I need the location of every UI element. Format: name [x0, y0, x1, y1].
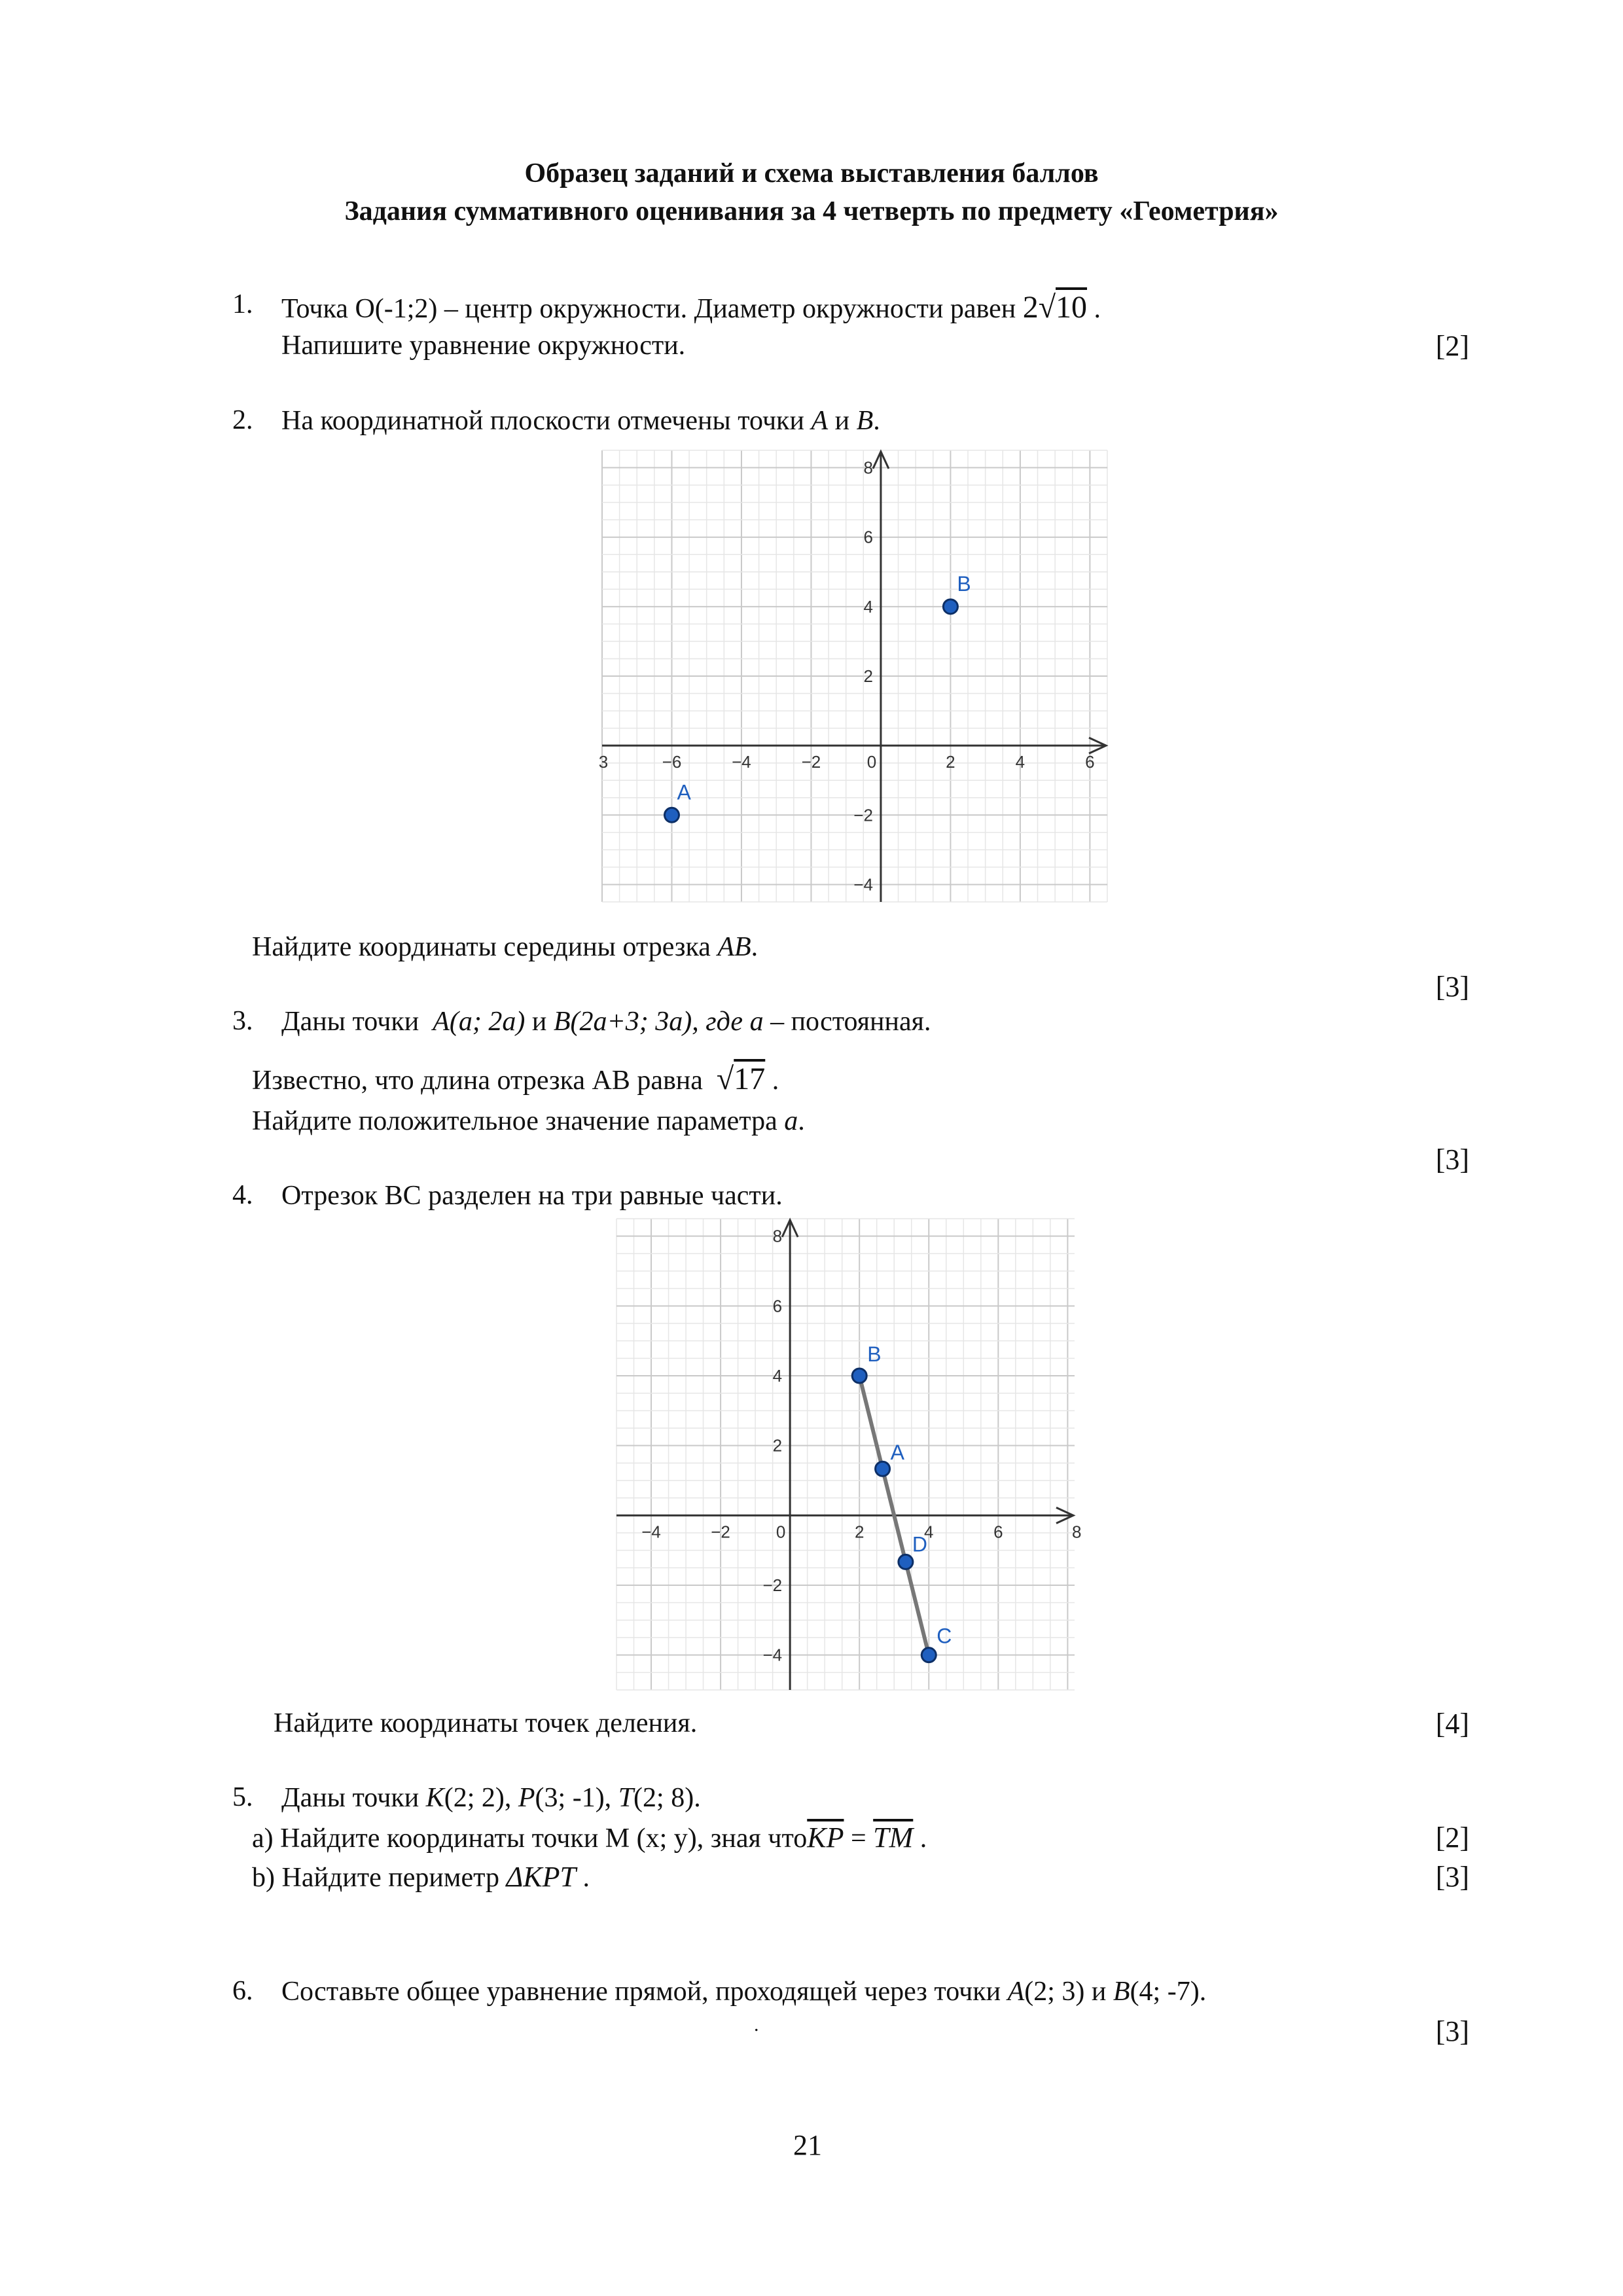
- chart-1-edge-tick: 3: [598, 752, 609, 772]
- q1-diameter: 2√10: [1022, 290, 1088, 325]
- chart-1: [598, 450, 1107, 902]
- q4-line1: Отрезок BC разделен на три равные части.: [281, 1181, 783, 1211]
- doc-subtitle: Задания суммативного оценивания за 4 четверть по предмету «Геометрия»: [344, 196, 1279, 226]
- chart-2: [616, 1219, 1082, 1690]
- chart-2-x-tick-4: 4: [924, 1522, 934, 1542]
- chart-1-y-tick-2: 4: [863, 596, 873, 617]
- chart-1-label-A: A: [677, 780, 691, 804]
- chart-2-y-tick-0: 8: [772, 1226, 783, 1246]
- doc-title: Образец заданий и схема выставления баллов: [524, 158, 1099, 188]
- q1-number: 1.: [232, 289, 253, 319]
- chart-1-grid: [602, 450, 1107, 902]
- q3-length: √17: [716, 1062, 766, 1096]
- q5-mark-a: [2]: [1435, 1821, 1469, 1854]
- chart-1-y-tick-3: 2: [863, 666, 873, 686]
- q2-number: 2.: [232, 405, 253, 435]
- chart-2-y-tick-3: 2: [772, 1435, 783, 1456]
- q5-number: 5.: [232, 1782, 253, 1812]
- q2-find: Найдите координаты середины отрезка AB.: [252, 932, 758, 962]
- chart-1-label-B: B: [957, 571, 971, 596]
- chart-2-point-D: [899, 1554, 913, 1569]
- chart-1-x-tick-1: −4: [732, 752, 751, 772]
- page-number: 21: [793, 2129, 822, 2161]
- q6-line1: Составьте общее уравнение прямой, проходящей через точки A(2; 3) и B(4; -7).: [281, 1977, 1207, 2007]
- chart-2-point-C: [921, 1648, 936, 1662]
- q2-mark: [3]: [1435, 971, 1469, 1003]
- chart-2-point-A: [876, 1462, 890, 1476]
- chart-1-y-tick-5: −4: [853, 874, 873, 895]
- q1-line2: Напишите уравнение окружности.: [281, 331, 686, 361]
- q6-dot: .: [754, 2014, 759, 2036]
- chart-2-x-tick-2: 0: [776, 1522, 786, 1542]
- chart-2-edge-tick: 8: [1072, 1522, 1082, 1542]
- chart-2-label-A: A: [890, 1441, 904, 1465]
- q5-part-b: b) Найдите периметр ΔKPT .: [252, 1861, 590, 1893]
- q5-line1: Даны точки K(2; 2), P(3; -1), T(2; 8).: [281, 1783, 701, 1813]
- chart-2-point-B: [852, 1369, 866, 1383]
- chart-1-x-tick-6: 6: [1085, 752, 1095, 772]
- q1-text: Точка O(-1;2) – центр окружности. Диаметр окружности равен: [281, 294, 1016, 324]
- q3-mark: [3]: [1435, 1143, 1469, 1175]
- q5-mark-b: [3]: [1435, 1861, 1469, 1893]
- chart-2-y-tick-5: −4: [762, 1645, 783, 1665]
- chart-1-y-tick-0: 8: [863, 457, 873, 478]
- q3-number: 3.: [232, 1006, 253, 1036]
- chart-2-grid: [616, 1219, 1075, 1690]
- chart-2-x-tick-5: 6: [993, 1522, 1003, 1542]
- chart-2-y-tick-1: 6: [772, 1296, 783, 1316]
- q3-line3: Найдите положительное значение параметра a.: [252, 1106, 805, 1136]
- q4-number: 4.: [232, 1180, 253, 1210]
- chart-2-label-C: C: [936, 1624, 952, 1648]
- chart-1-x-tick-5: 4: [1015, 752, 1026, 772]
- q2-line1: На координатной плоскости отмечены точки A и B.: [281, 406, 880, 436]
- q1-mark: [2]: [1435, 330, 1469, 362]
- chart-1-y-tick-1: 6: [863, 527, 873, 547]
- chart-2-x-tick-3: 2: [854, 1522, 865, 1542]
- chart-2-y-tick-2: 4: [772, 1366, 783, 1386]
- q3-line1: Даны точки A(a; 2a) и B(2a+3; 3a), где a – постоянная.: [281, 1007, 931, 1037]
- q1-line1: Точка O(-1;2) – центр окружности. Диаметр окружности равен 2√10 .: [281, 290, 1101, 325]
- chart-1-point-A: [664, 808, 679, 822]
- chart-2-label-D: D: [912, 1532, 928, 1556]
- chart-1-x-tick-2: −2: [801, 752, 821, 772]
- chart-2-x-tick-1: −2: [711, 1522, 730, 1542]
- q4-mark: [4]: [1435, 1708, 1469, 1740]
- q6-mark: [3]: [1435, 2015, 1469, 2047]
- q5-part-a: a) Найдите координаты точки M (x; y), зная $что\overline{KP} = \overline{TM}$ .: [252, 1821, 927, 1854]
- q3-line2: Известно, что длина отрезка AB равна √17 .: [252, 1062, 779, 1096]
- chart-1-y-tick-4: −2: [853, 805, 873, 825]
- chart-2-x-tick-0: −4: [641, 1522, 661, 1542]
- chart-2-label-B: B: [867, 1342, 882, 1366]
- chart-1-point-B: [943, 600, 957, 614]
- chart-1-x-tick-4: 2: [946, 752, 955, 772]
- chart-2-y-tick-4: −2: [762, 1575, 783, 1595]
- q4-find: Найдите координаты точек деления.: [274, 1708, 698, 1738]
- chart-1-x-tick-0: −6: [662, 752, 682, 772]
- chart-1-x-tick-3: 0: [866, 752, 877, 772]
- q6-number: 6.: [232, 1976, 253, 2006]
